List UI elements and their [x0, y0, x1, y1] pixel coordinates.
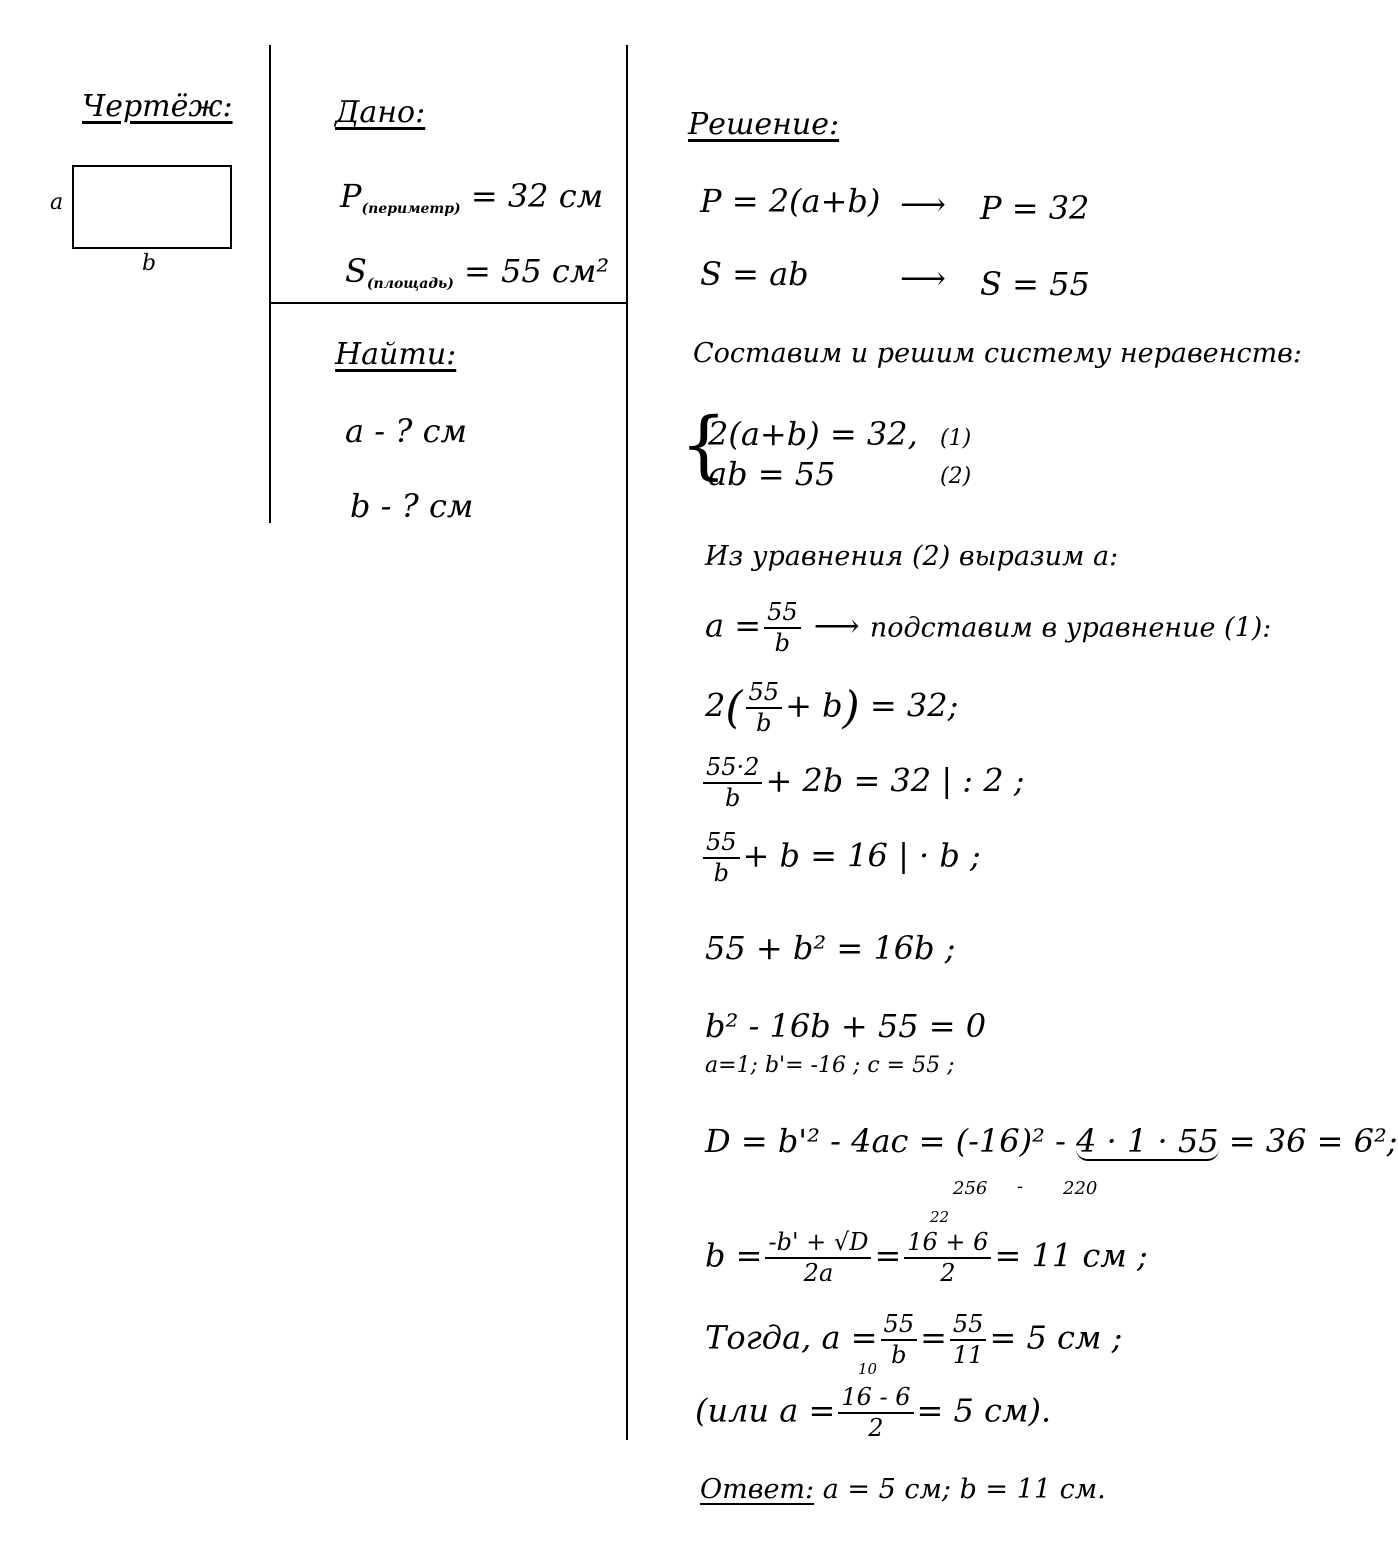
then-fraction-1: [881, 1312, 918, 1368]
root-line: b = $\frac{-b' + √D}{2a}$ = $\frac{16 + 6}{2}$ = 11 см ;: [705, 1228, 1148, 1288]
root-den: 2a: [803, 1259, 834, 1288]
disc-term: 4 · 1 · 55: [1076, 1122, 1219, 1160]
step3-num: 55: [703, 830, 740, 859]
alt-result: = 5 см).: [916, 1391, 1052, 1430]
value-area: S = 55: [980, 265, 1090, 303]
divider-given-find: [269, 302, 628, 304]
coefficients-line: a=1; b'= -16 ; c = 55 ;: [705, 1053, 955, 1078]
step2-num: 55·2: [703, 755, 762, 784]
then-lhs: a =: [821, 1318, 878, 1357]
step2-post: + 2b = 32 | : 2 ;: [765, 761, 1025, 800]
step1-post: = 32;: [869, 686, 959, 725]
area-note: (площадь): [366, 276, 454, 292]
step3-line: [700, 830, 981, 886]
then-den1: b: [891, 1341, 907, 1370]
then-line: Тогда, a = $\frac{55}{b}$ = $\frac{55}{11}$ = 5 см ;: [705, 1310, 1123, 1370]
rectangle-drawing: [72, 165, 232, 249]
step1-pre: 2: [705, 686, 726, 725]
alt-sup: 10: [858, 1360, 878, 1378]
step1-line: 2( $\frac{55}{b}$ + b) = 32;: [705, 678, 959, 738]
express-rest: подставим в уравнение (1):: [869, 612, 1272, 644]
answer-text: a = 5 см; b = 11 см.: [822, 1474, 1106, 1505]
divider-left: [269, 45, 271, 523]
then-result: = 5 см ;: [989, 1318, 1123, 1357]
then-fraction-2: [950, 1312, 987, 1368]
disc-under-220: 220: [1063, 1178, 1098, 1199]
arrow-perimeter: ⟶: [900, 185, 946, 223]
system-intro: Составим и решим систему неравенств:: [693, 338, 1302, 369]
divider-right: [626, 45, 628, 1440]
step2-fraction: [703, 755, 762, 811]
step1-den: b: [756, 709, 772, 738]
perimeter-value: = 32 см: [470, 177, 604, 215]
alt-line: [695, 1385, 1051, 1441]
perimeter-note: (периметр): [361, 201, 461, 217]
root-num: -b' + √D: [765, 1230, 871, 1259]
system-eq1: 2(a+b) = 32,: [708, 415, 918, 453]
side-a-label: a: [50, 190, 64, 215]
given-perimeter: [340, 177, 604, 217]
step1-num: 55: [746, 680, 783, 709]
root-fraction: [765, 1230, 871, 1286]
step4-line: 55 + b² = 16b ;: [705, 929, 956, 967]
step5-line: b² - 16b + 55 = 0: [705, 1007, 987, 1045]
root-mid-fraction: [904, 1230, 991, 1286]
solution-heading: Решение:: [688, 107, 840, 142]
arrow-area: ⟶: [900, 259, 946, 297]
step3-post: + b = 16 | · b ;: [742, 836, 981, 875]
then-num2: 55: [950, 1312, 987, 1341]
express-fraction: [764, 600, 801, 656]
discriminant-line: [705, 1122, 1398, 1161]
root-mid-sup: 22: [930, 1208, 950, 1226]
root-result: = 11 см ;: [994, 1236, 1148, 1275]
system-eq1-num: (1): [940, 426, 972, 451]
express-den: b: [774, 629, 791, 658]
root-mid-num: 16 + 6: [904, 1230, 991, 1259]
disc-under-minus: -: [1017, 1176, 1024, 1197]
express-arrow: ⟶: [813, 606, 860, 645]
system-brace: {: [680, 402, 728, 488]
alt-fraction: [838, 1385, 913, 1441]
drawing-heading: Чертёж:: [82, 89, 233, 124]
disc-rhs: = 36 = 6²;: [1228, 1122, 1398, 1160]
side-b-label: b: [142, 251, 157, 276]
step1-mid: + b: [785, 686, 843, 725]
disc-under-256: 256: [953, 1178, 988, 1199]
express-num: 55: [764, 600, 801, 629]
answer-line: [700, 1476, 1106, 1503]
step2-line: [700, 755, 1025, 811]
formula-perimeter: P = 2(a+b): [700, 182, 881, 220]
system-eq2: ab = 55: [708, 455, 836, 493]
step1-fraction: [746, 680, 783, 736]
disc-lhs: D = b'² - 4ac = (-16)² -: [705, 1122, 1066, 1160]
step3-fraction: [703, 830, 740, 886]
alt-open: (или: [695, 1391, 770, 1430]
express-line: [705, 600, 1271, 656]
express-lhs: a =: [705, 606, 762, 645]
then-den2: 11: [952, 1341, 984, 1370]
alt-den: 2: [868, 1414, 884, 1443]
value-perimeter: P = 32: [980, 189, 1090, 227]
find-heading: Найти:: [335, 337, 457, 372]
root-mid-den: 2: [940, 1259, 956, 1288]
alt-num: 16 - 6: [838, 1385, 913, 1414]
then-label: Тогда,: [705, 1318, 812, 1357]
given-heading: Дано:: [335, 95, 426, 130]
system-eq2-num: (2): [940, 464, 972, 489]
then-num1: 55: [881, 1312, 918, 1341]
express-intro: Из уравнения (2) выразим a:: [705, 541, 1119, 572]
alt-lhs: a =: [779, 1391, 836, 1430]
area-value: = 55 см²: [464, 252, 610, 290]
perimeter-symbol: P: [340, 177, 362, 215]
area-symbol: S: [345, 252, 367, 290]
root-lhs: b =: [705, 1236, 763, 1275]
find-item-b: b - ? см: [350, 487, 474, 525]
answer-label: Ответ:: [700, 1474, 815, 1505]
step3-den: b: [713, 859, 729, 888]
find-item-a: a - ? см: [345, 412, 468, 450]
formula-area: S = ab: [700, 255, 809, 293]
step2-den: b: [725, 784, 741, 813]
given-area: [345, 252, 610, 292]
